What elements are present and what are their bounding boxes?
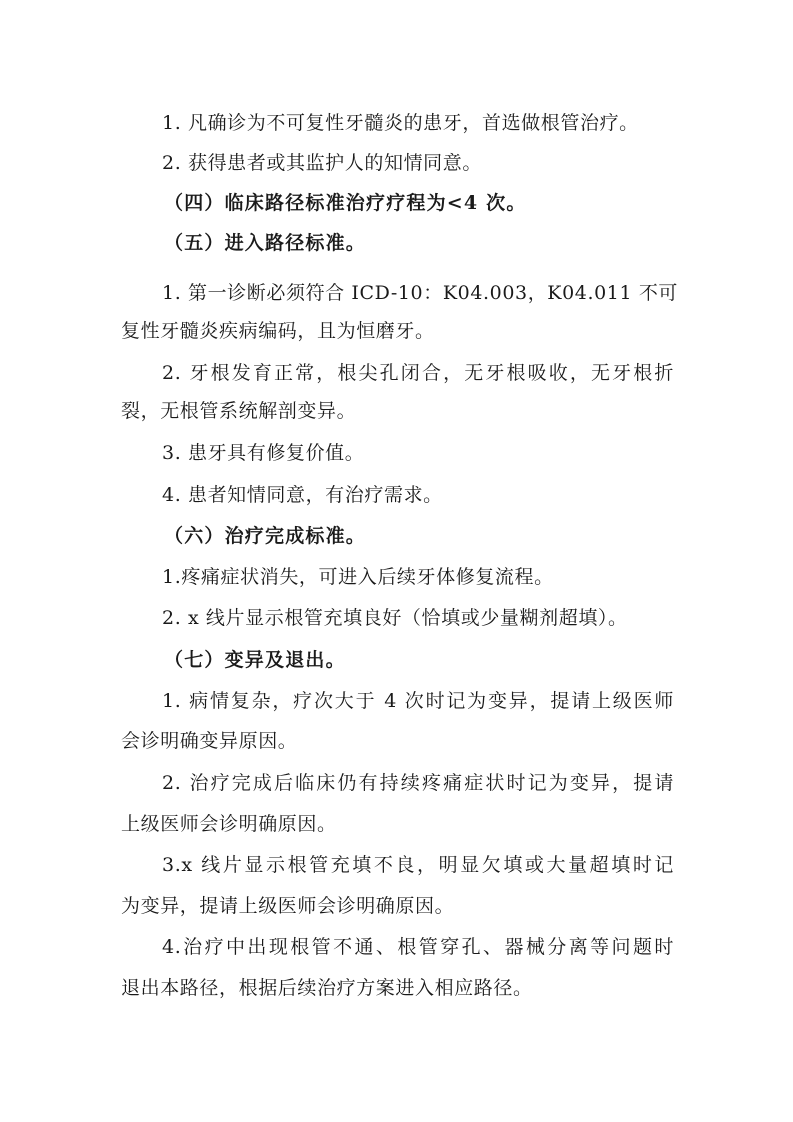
section-heading: （六）治疗完成标准。 <box>164 525 367 547</box>
section-heading: （七）变异及退出。 <box>164 649 346 671</box>
text-line: 1. 第一诊断必须符合 ICD-10：K04.003，K04.011 不可 <box>162 282 679 304</box>
text-line: 2. 获得患者或其监护人的知情同意。 <box>162 152 482 174</box>
text-line: 2. 治疗完成后临床仍有持续疼痛症状时记为变异，提请 <box>162 772 674 794</box>
text-line: 2. x 线片显示根管充填良好（恰填或少量糊剂超填）。 <box>162 607 628 629</box>
text-line: 1. 凡确诊为不可复性牙髓炎的患牙，首选做根管治疗。 <box>162 112 639 134</box>
section-heading: （五）进入路径标准。 <box>164 232 367 254</box>
text-line: 会诊明确变异原因。 <box>121 730 298 752</box>
text-line: 复性牙髓炎疾病编码，且为恒磨牙。 <box>121 320 435 342</box>
text-line: 2. 牙根发育正常，根尖孔闭合，无牙根吸收，无牙根折 <box>162 362 674 384</box>
section-heading: （四）临床路径标准治疗疗程为<4 次。 <box>164 192 527 214</box>
text-line: 3.x 线片显示根管充填不良，明显欠填或大量超填时记 <box>162 854 674 876</box>
text-line: 1.疼痛症状消失，可进入后续牙体修复流程。 <box>162 566 554 588</box>
text-line: 4. 患者知情同意，有治疗需求。 <box>162 484 443 506</box>
text-line: 上级医师会诊明确原因。 <box>121 813 337 835</box>
text-line: 退出本路径，根据后续治疗方案进入相应路径。 <box>121 977 533 999</box>
text-line: 4.治疗中出现根管不通、根管穿孔、器械分离等问题时 <box>162 936 674 958</box>
text-line: 为变异，提请上级医师会诊明确原因。 <box>121 895 455 917</box>
text-line: 3. 患牙具有修复价值。 <box>162 442 365 464</box>
text-line: 裂，无根管系统解剖变异。 <box>121 400 357 422</box>
text-line: 1. 病情复杂，疗次大于 4 次时记为变异，提请上级医师 <box>162 690 674 712</box>
